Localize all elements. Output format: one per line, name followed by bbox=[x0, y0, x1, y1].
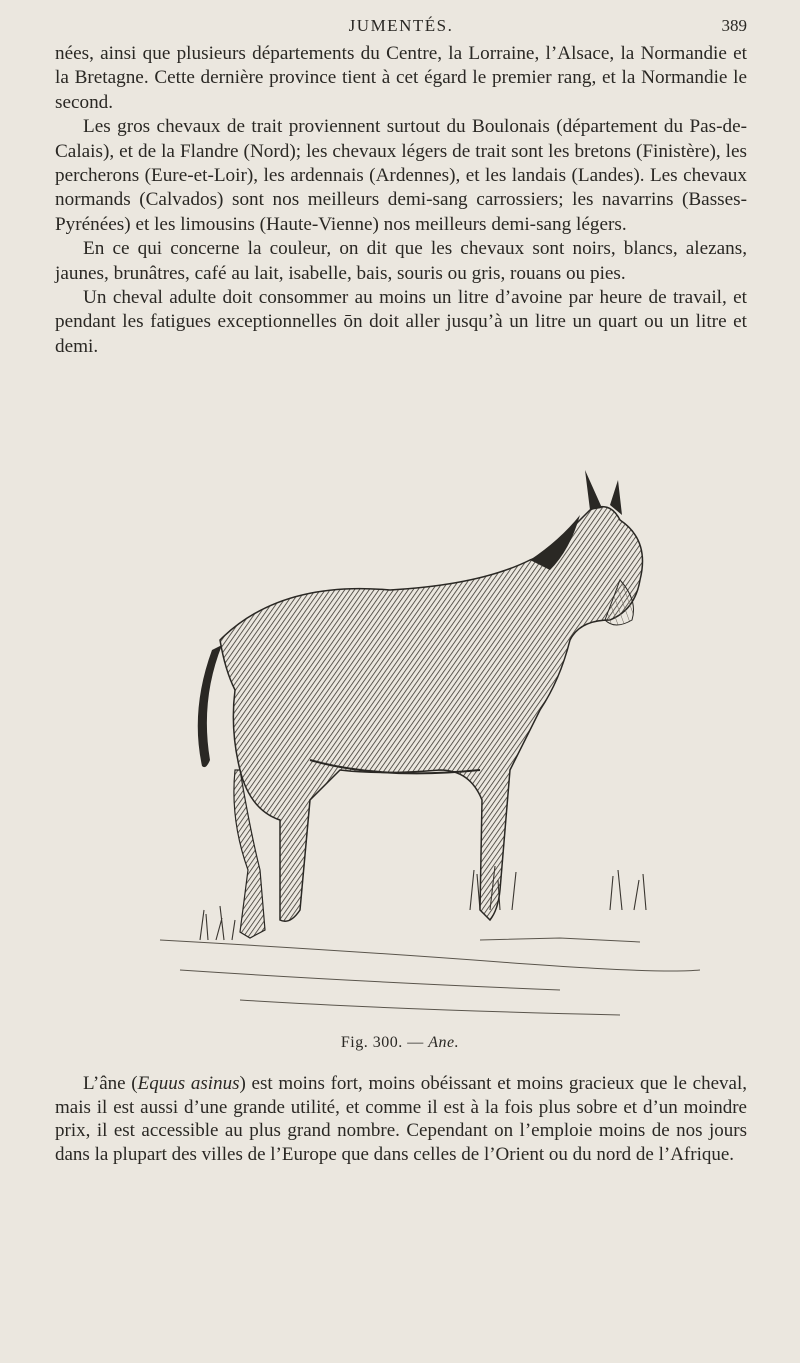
figure-caption bbox=[0, 1034, 800, 1052]
paragraph-lead: L’âne ( bbox=[83, 1073, 138, 1094]
ground-lines bbox=[160, 938, 700, 1015]
page-number: 389 bbox=[721, 16, 747, 35]
paragraph: Les gros chevaux de trait proviennent surtout du Boulonais (département du Pas-de-Calais), et de la Flandre (Nord); les chevaux légers de trait sont les bretons (Finistère), les percherons (Eure-et-Loir), les ardennais (Ardennes), et les landais (Landes). Les chevaux normands (Calvados) sont nos meilleurs demi-sang carrossiers; les navarrins (Basses-Pyrénées) et les limousins (Haute-Vienne) nos meilleurs demi-sang légers. bbox=[55, 116, 747, 235]
running-header bbox=[55, 10, 747, 40]
body-text-top bbox=[55, 42, 747, 359]
paragraph: nées, ainsi que plusieurs départements du Centre, la Lorraine, l’Alsace, la Normandie et la Bretagne. Cette dernière province tient à cet égard le premier rang, et la Normandie le second. bbox=[55, 43, 747, 113]
paragraph bbox=[55, 1072, 747, 1166]
donkey-engraving bbox=[140, 470, 700, 1025]
paragraph: Un cheval adulte doit consommer au moins un litre d’avoine par heure de travail, et pendant les fatigues exceptionnelles ōn doit aller jusqu’à un litre un quart ou un litre et demi. bbox=[55, 287, 747, 357]
donkey-illustration bbox=[140, 470, 700, 1025]
latin-name: Equus asinus bbox=[137, 1073, 240, 1094]
running-title: JUMENTÉS. bbox=[348, 16, 454, 35]
grass-tufts bbox=[200, 866, 646, 940]
paragraph-rest: ) est moins fort, moins obéissant et moins gracieux que le cheval, mais il est aussi d’une grande utilité, et comme il est à la fois plus sobre et d’un moindre prix, il est accessible au plus grand nombre. Cependant on l’emploie moins de nos jours dans la plupart des villes de l’Europe que dans celles de l’Orient ou du nord de l’Afrique. bbox=[55, 1073, 747, 1165]
paragraph: En ce qui concerne la couleur, on dit que les chevaux sont noirs, blancs, alezans, jaunes, brunâtres, café au lait, isabelle, bais, souris ou gris, rouans ou pies. bbox=[55, 238, 747, 284]
caption-title: Ane. bbox=[428, 1034, 460, 1051]
caption-prefix: Fig. 300. — bbox=[340, 1034, 429, 1051]
body-text-bottom bbox=[55, 1072, 747, 1166]
donkey-body bbox=[220, 507, 643, 922]
donkey-tail bbox=[198, 645, 222, 767]
